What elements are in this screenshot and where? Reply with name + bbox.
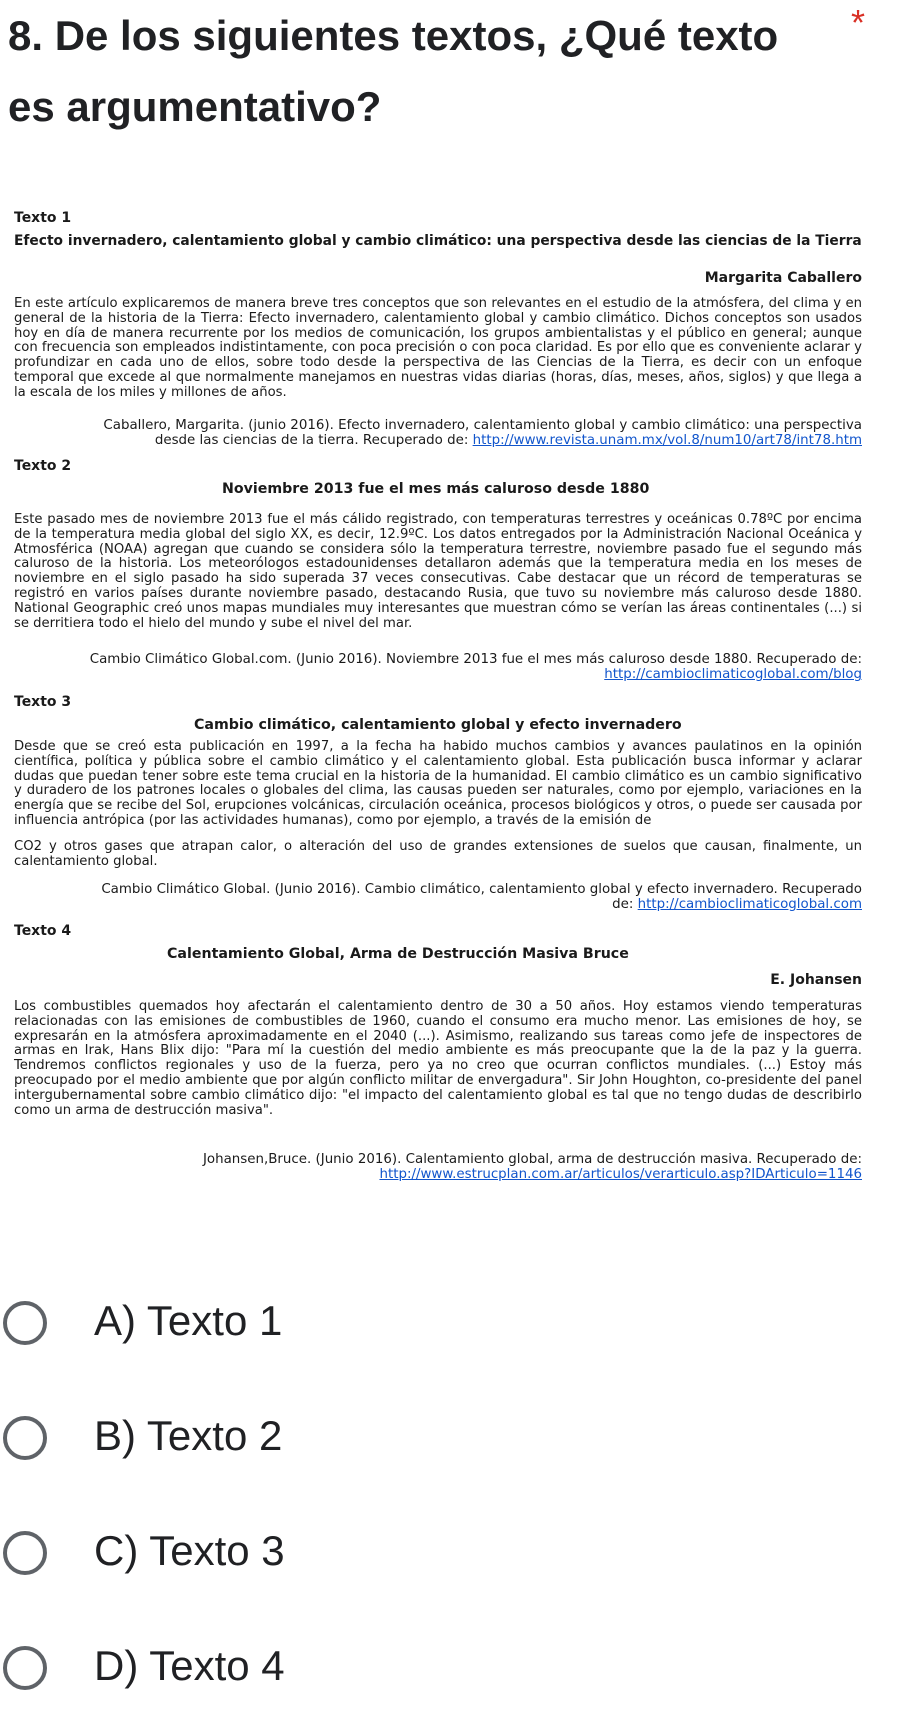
texto2-title: Noviembre 2013 fue el mes más caluroso desde 1880 xyxy=(222,481,650,497)
texto4-reference-text: Johansen,Bruce. (Junio 2016). Calentamiento global, arma de destrucción masiva. Recuperado de: xyxy=(202,1152,862,1167)
texto2-reference xyxy=(82,652,862,682)
texto2-body: Este pasado mes de noviembre 2013 fue el más cálido registrado, con temperaturas terrestres y oceánicas 0.78ºC por encima de la temperatura media global del siglo XX, es decir, 12.9ºC. Los datos entregados por la Administración Nacional Oceánica y Atmosférica (NOAA) agregan que cuando se considera sólo la temperatura terrestre, noviembre pasado fue el segundo más caluroso de la historia. Los meteorólogos estadounidenses detallaron además que la temperatura media en los meses de noviembre en el siglo pasado ha sido superada 37 veces consecutivas. Cabe destacar que un récord de temperaturas se registró en varios países durante noviembre pasado, destacando Rusia, que tuvo su noviembre más caluroso desde 1880. National Geographic creó unos mapas mundiales muy interesantes que muestran cómo se verían las áreas continentales (...) si se derritiera todo el hielo del mundo y sube el nivel del mar. xyxy=(14,512,862,631)
texto3-title: Cambio climático, calentamiento global y efecto invernadero xyxy=(194,717,682,733)
option-a-label: A) Texto 1 xyxy=(94,1297,283,1344)
texto1-body: En este artículo explicaremos de manera breve tres conceptos que son relevantes en el estudio de la atmósfera, del clima y en general de la historia de la Tierra: Efecto invernadero, calentamiento global y cambio climático. Dichos conceptos son usados hoy en día de manera recurrente por los medios de comunicación, los grupos ambientalistas y el público en general; aunque con frecuencia son empleados indistintamente, con poca precisión o con poca claridad. Es por ello que es conveniente aclarar y profundizar en cada uno de ellos, sobre todo desde la perspectiva de las Ciencias de la Tierra, es decir con un enfoque temporal que excede al que normalmente manejamos en nuestras vidas diarias (horas, días, meses, años, siglos) y que llega a la escala de los miles y millones de años. xyxy=(14,296,862,400)
option-d-label: D) Texto 4 xyxy=(94,1642,285,1689)
option-a[interactable] xyxy=(0,1285,910,1385)
texto1-reference xyxy=(82,418,862,448)
texto3-body-continued: CO2 y otros gases que atrapan calor, o alteración del uso de grandes extensiones de suelos que causan, finalmente, un calentamiento global. xyxy=(14,839,862,869)
texto3-reference-text: Cambio Climático Global. (Junio 2016). Cambio climático, calentamiento global y efecto invernadero. Recuperado de: xyxy=(101,882,862,912)
texto2-url-link[interactable]: http://cambioclimaticoglobal.com/blog xyxy=(604,667,862,682)
texto3-label: Texto 3 xyxy=(14,694,72,710)
option-b-label: B) Texto 2 xyxy=(94,1412,283,1459)
texto4-reference xyxy=(82,1152,862,1182)
texto4-title: Calentamiento Global, Arma de Destrucción Masiva Bruce xyxy=(167,946,629,962)
required-asterisk: * xyxy=(851,2,866,43)
option-b[interactable] xyxy=(0,1400,910,1500)
texto2-label: Texto 2 xyxy=(14,458,72,474)
texto3-url-link[interactable]: http://cambioclimaticoglobal.com xyxy=(637,897,862,912)
texto3-body: Desde que se creó esta publicación en 1997, a la fecha ha habido muchos cambios y avances paulatinos en la opinión científica, política y pública sobre el cambio climático y el calentamiento global. Esta publicación busca informar y aclarar dudas que puedan tener sobre este tema crucial en la historia de la humanidad. El cambio climático es un cambio significativo y duradero de los patrones locales o globales del clima, las causas pueden ser naturales, como por ejemplo, variaciones en la energía que se recibe del Sol, erupciones volcánicas, circulación oceánica, procesos biológicos y otros, o puede ser causada por influencia antrópica (por las actividades humanas), como por ejemplo, a través de la emisión de xyxy=(14,739,862,828)
option-d[interactable] xyxy=(0,1630,910,1730)
radio-button-d[interactable] xyxy=(3,1646,47,1690)
texto1-label: Texto 1 xyxy=(14,210,72,226)
option-c[interactable] xyxy=(0,1515,910,1615)
texto4-author: E. Johansen xyxy=(770,972,862,988)
texto4-url-link[interactable]: http://www.estrucplan.com.ar/articulos/verarticulo.asp?IDArticulo=1146 xyxy=(379,1167,862,1182)
question-image xyxy=(14,210,862,1255)
texto1-reference-text: Caballero, Margarita. (junio 2016). Efecto invernadero, calentamiento global y cambio climático: una perspectiva desde las ciencias de la tierra. Recuperado de: xyxy=(103,418,862,448)
radio-button-b[interactable] xyxy=(3,1416,47,1460)
texto1-author: Margarita Caballero xyxy=(704,270,862,286)
radio-button-c[interactable] xyxy=(3,1531,47,1575)
radio-button-a[interactable] xyxy=(3,1301,47,1345)
texto2-reference-text: Cambio Climático Global.com. (Junio 2016). Noviembre 2013 fue el mes más caluroso desde 1880. Recuperado de: xyxy=(89,652,862,667)
question-title: 8. De los siguientes textos, ¿Qué texto es argumentativo? xyxy=(8,12,779,130)
texto4-body: Los combustibles quemados hoy afectarán el calentamiento dentro de 30 a 50 años. Hoy estamos viendo temperaturas relacionadas con las emisiones de combustibles de 1960, cuando el consumo era mucho menor. Las emisiones de hoy, se expresarán en la atmósfera aproximadamente en el 2040 (...). Asimismo, realizando sus tareas como jefe de inspectores de armas en Irak, Hans Blix dijo: "Para mí la cuestión del medio ambiente es más preocupante que la de la paz y la guerra. Tendremos conflictos regionales y uso de la fuerza, pero ya no creo que ocurran conflictos mundiales. (...) Estoy más preocupado por el medio ambiente que por algún conflicto militar de envergadura". Sir John Houghton, co-presidente del panel intergubernamental sobre cambio climático dijo: "el impacto del calentamiento global es tal que no tengo dudas de describirlo como un arma de destrucción masiva". xyxy=(14,999,862,1118)
texto1-url-link[interactable]: http://www.revista.unam.mx/vol.8/num10/art78/int78.htm xyxy=(472,433,862,448)
texto1-title: Efecto invernadero, calentamiento global y cambio climático: una perspectiva desde las ciencias de la Tierra xyxy=(14,233,862,249)
option-c-label: C) Texto 3 xyxy=(94,1527,285,1574)
texto3-reference xyxy=(82,882,862,912)
texto4-label: Texto 4 xyxy=(14,923,72,939)
